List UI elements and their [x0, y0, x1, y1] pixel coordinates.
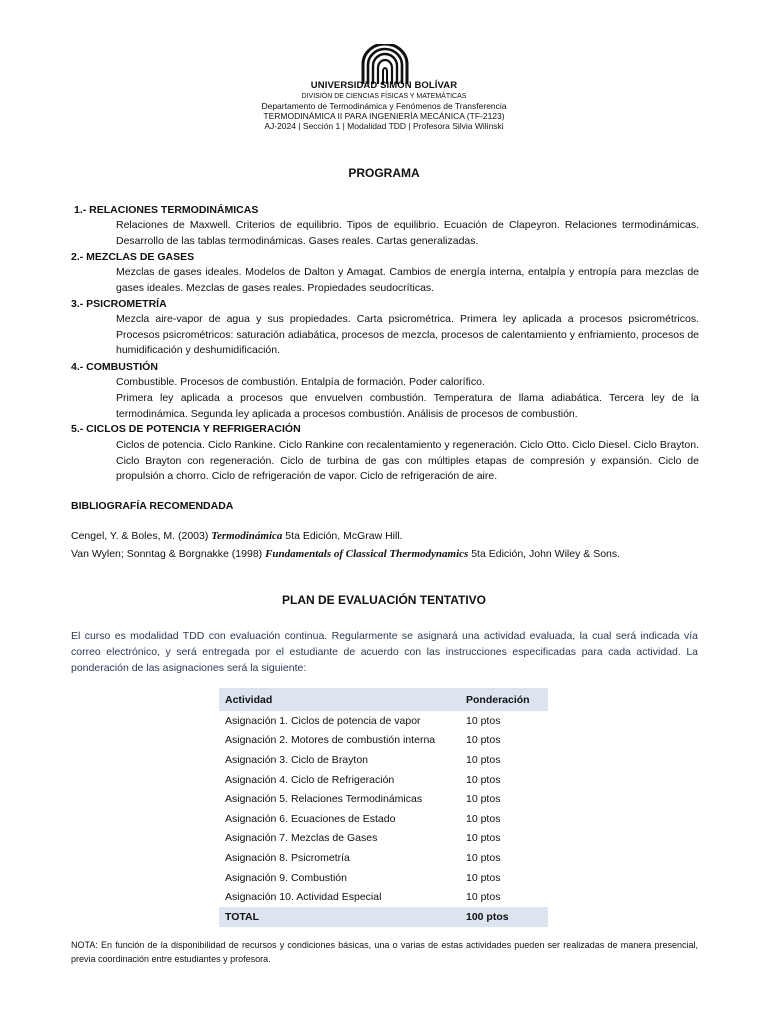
- section-heading: 5.- CICLOS DE POTENCIA Y REFRIGERACIÓN: [71, 423, 301, 435]
- footnote: NOTA: En función de la disponibilidad de recursos y condiciones básicas, una o varias de estas actividades pueden ser realizadas de manera presencial, previa coordinación entre estudiantes y profesora.: [71, 940, 698, 964]
- total-label: TOTAL: [219, 907, 460, 927]
- table-total-row: [219, 907, 548, 927]
- table-row: [219, 848, 548, 868]
- activity-cell: Asignación 5. Relaciones Termodinámicas: [225, 793, 423, 806]
- activity-cell: Asignación 10. Actividad Especial: [225, 891, 382, 904]
- section-paragraph: Relaciones de Maxwell. Criterios de equilibrio. Tipos de equilibrio. Ecuación de Clapeyron. Relaciones termodinámicas. Desarrollo de las tablas termodinámicas. Gases reales. Cartas generalizadas.: [116, 219, 699, 247]
- section-paragraph: Combustible. Procesos de combustión. Entalpía de formación. Poder calorífico.: [116, 376, 485, 388]
- weight-cell: 10 ptos: [466, 871, 501, 884]
- column-header-activity: Actividad: [219, 688, 460, 711]
- section-heading: 1.- RELACIONES TERMODINÁMICAS: [74, 204, 259, 216]
- table-row: [219, 711, 548, 731]
- bibliography-entry: Van Wylen; Sonntag & Borgnakke (1998) Fundamentals of Classical Thermodynamics 5ta Edición, John Wiley & Sons.: [71, 548, 621, 560]
- weight-cell: 10 ptos: [466, 793, 501, 806]
- section-paragraph: Ciclos de potencia. Ciclo Rankine. Ciclo Rankine con recalentamiento y regeneración. Ciclo Otto. Ciclo Diesel. Ciclo Brayton. Ciclo Brayton con regeneración. Ciclo de turbina de gas con múltiples etapas de compresión y expansión. Ciclo de propulsión a chorro. Ciclo de refrigeración de vapor. Ciclo de refrigeración de aire.: [116, 439, 699, 483]
- plan-title: PLAN DE EVALUACIÓN TENTATIVO: [282, 593, 486, 607]
- section-paragraph: Primera ley aplicada a procesos que envuelven combustión. Temperatura de llama adiabática. Tercera ley de la termodinámica. Segunda ley aplicada a procesos combustión. Análisis de procesos de combustión.: [116, 392, 699, 420]
- weight-cell: 10 ptos: [466, 753, 501, 766]
- table-row: [219, 868, 548, 888]
- weight-cell: 10 ptos: [466, 734, 501, 747]
- university-name: UNIVERSIDAD SIMÓN BOLÍVAR: [310, 80, 458, 91]
- table-row: [219, 887, 548, 907]
- total-value: 100 ptos: [460, 907, 548, 927]
- plan-intro: El curso es modalidad TDD con evaluación continua. Regularmente se asignará una actividad evaluada, la cual será indicada vía correo electrónico, y será entregada por el estudiante de acuerdo con las instrucciones especificadas para cada actividad. La ponderación de las asignaciones será la siguiente:: [71, 630, 698, 674]
- department-name: Departamento de Termodinámica y Fenómenos de Transferencia: [261, 101, 507, 111]
- column-header-weight: Ponderación: [460, 688, 548, 711]
- section-paragraph: Mezclas de gases ideales. Modelos de Dalton y Amagat. Cambios de energía interna, entalpía y entropía para mezclas de gases ideales. Mezclas de gases reales. Propiedades seudocríticas.: [116, 266, 699, 294]
- weight-cell: 10 ptos: [466, 851, 501, 864]
- activity-cell: Asignación 6. Ecuaciones de Estado: [225, 812, 396, 825]
- book-title: Fundamentals of Classical Thermodynamics: [265, 548, 469, 560]
- weight-cell: 10 ptos: [466, 714, 501, 727]
- table-row: [219, 750, 548, 770]
- book-title: Termodinámica: [211, 530, 283, 542]
- bibliography-entry: Cengel, Y. & Boles, M. (2003) Termodinámica 5ta Edición, McGraw Hill.: [71, 530, 403, 542]
- section-heading: 4.- COMBUSTIÓN: [71, 361, 158, 373]
- activity-cell: Asignación 9. Combustión: [225, 871, 347, 884]
- activity-cell: Asignación 8. Psicrometría: [225, 851, 350, 864]
- table-row: [219, 809, 548, 829]
- programa-title: PROGRAMA: [348, 166, 420, 180]
- activity-cell: Asignación 7. Mezclas de Gases: [225, 832, 378, 845]
- section-heading: 2.- MEZCLAS DE GASES: [71, 251, 195, 263]
- weight-cell: 10 ptos: [466, 891, 501, 904]
- section-heading: 3.- PSICROMETRÍA: [71, 298, 167, 310]
- weight-cell: 10 ptos: [466, 832, 501, 845]
- activity-cell: Asignación 3. Ciclo de Brayton: [225, 753, 368, 766]
- table-row: [219, 731, 548, 751]
- table-row: [219, 770, 548, 790]
- weight-cell: 10 ptos: [466, 773, 501, 786]
- course-name: TERMODINÁMICA II PARA INGENIERÍA MECÁNICA (TF-2123): [263, 111, 505, 121]
- activity-cell: Asignación 2. Motores de combustión interna: [225, 734, 436, 747]
- division-name: DIVISIÓN DE CIENCIAS FÍSICAS Y MATEMÁTICAS: [301, 93, 467, 100]
- table-row: [219, 829, 548, 849]
- section-paragraph: Mezcla aire-vapor de agua y sus propiedades. Carta psicrométrica. Primera ley aplicada a procesos psicrométricos. Procesos psicrométricos: saturación adiabática, procesos de mezcla, procesos de calentamiento y enfriamiento, procesos de humidificación y deshumidificación.: [116, 313, 699, 357]
- activity-cell: Asignación 4. Ciclo de Refrigeración: [225, 773, 395, 786]
- weight-cell: 10 ptos: [466, 812, 501, 825]
- term-info: AJ-2024 | Sección 1 | Modalidad TDD | Profesora Silvia Wilinski: [264, 121, 504, 131]
- table-row: [219, 789, 548, 809]
- activity-cell: Asignación 1. Ciclos de potencia de vapor: [225, 714, 421, 727]
- bibliography-title: BIBLIOGRAFÍA RECOMENDADA: [71, 500, 234, 512]
- table-body: [219, 711, 548, 907]
- evaluation-table: [219, 688, 548, 927]
- university-logo-icon: [359, 44, 411, 84]
- table-header-row: [219, 688, 548, 711]
